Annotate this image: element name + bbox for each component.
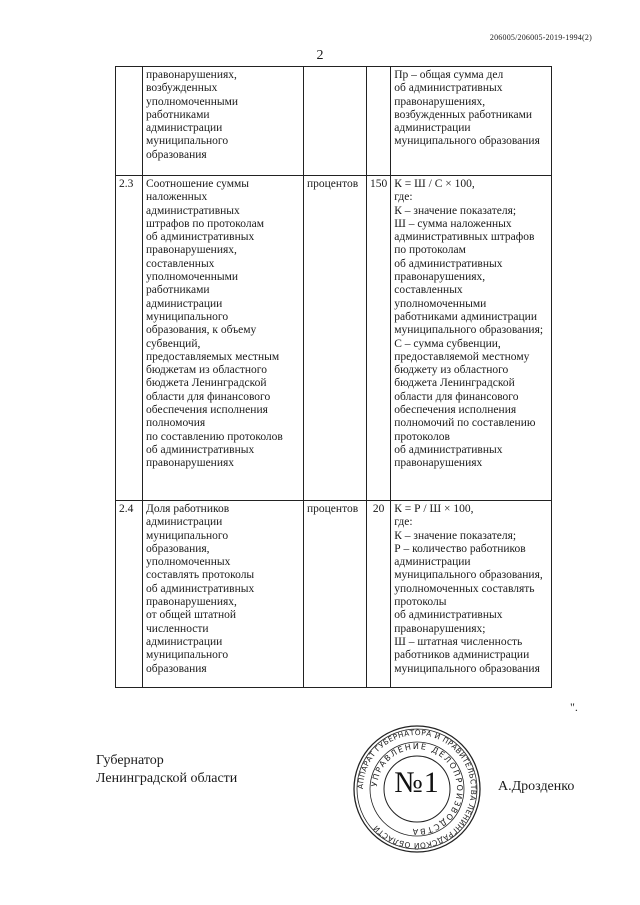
indicator-name-line: работниками xyxy=(146,108,210,121)
indicator-name-line: образования xyxy=(146,148,207,161)
formula-line: работниками администрации xyxy=(394,310,537,323)
document-id: 206005/206005-2019-1994(2) xyxy=(489,33,592,42)
formula-line: правонарушениях; xyxy=(394,622,486,635)
formula-line: обеспечения исполнения xyxy=(394,404,517,417)
formula-line: Ш – сумма наложенных xyxy=(394,217,512,230)
indicator-name-line: уполномоченными xyxy=(146,271,239,284)
indicator-name-line: возбужденных xyxy=(146,82,218,95)
formula-line: области для финансового xyxy=(394,390,519,403)
cell-indicator-name xyxy=(143,67,304,176)
formula-line: где: xyxy=(394,191,413,204)
indicator-name-line: муниципального xyxy=(146,310,229,323)
page-number: 2 xyxy=(316,48,324,63)
seal-number: №1 xyxy=(394,766,440,799)
formula-line: где: xyxy=(394,516,413,529)
formula-line: полномочий по составлению xyxy=(394,417,536,430)
indicator-name-line: уполномоченных xyxy=(146,556,231,569)
formula-line: об административных xyxy=(394,443,503,456)
cell-unit: процентов xyxy=(304,501,367,688)
indicator-name-line: обеспечения исполнения xyxy=(146,404,268,417)
indicator-name-line: от общей штатной xyxy=(146,609,237,622)
indicator-name-line: администрации xyxy=(146,635,223,648)
formula-line: бюджета Ленинградской xyxy=(394,377,515,390)
indicator-name-line: по составлению протоколов xyxy=(146,430,283,443)
indicators-table-body xyxy=(116,67,552,688)
indicator-name-line: бюджетам из областного xyxy=(146,364,267,377)
cell-target-value xyxy=(367,67,391,176)
cell-unit xyxy=(304,67,367,176)
formula-line: протоколы xyxy=(394,596,447,609)
formula-line: муниципального образования xyxy=(394,135,540,148)
indicator-name-line: правонарушениях, xyxy=(146,596,237,609)
formula-line: муниципального образования, xyxy=(394,569,543,582)
official-seal-stamp xyxy=(352,724,482,854)
cell-formula xyxy=(391,67,552,176)
formula-line: уполномоченными xyxy=(394,297,487,310)
formula-line: администрации xyxy=(394,122,471,135)
formula-line: правонарушениях xyxy=(394,457,483,470)
indicator-name-line: предоставляемых местным xyxy=(146,350,280,363)
formula-line: административных штрафов xyxy=(394,231,535,244)
indicator-name-line: уполномоченными xyxy=(146,95,239,108)
formula-line: К – значение показателя; xyxy=(394,529,517,542)
cell-formula xyxy=(391,501,552,688)
cell-number xyxy=(116,67,143,176)
formula-line: Пр – общая сумма дел xyxy=(394,69,504,81)
indicator-name-line: образования xyxy=(146,662,207,675)
cell-target-value: 150 xyxy=(367,176,391,501)
formula-line: К = Р / Ш × 100, xyxy=(394,503,474,515)
indicator-name-line: административных xyxy=(146,204,240,217)
indicator-name-line: правонарушениях xyxy=(146,457,235,470)
formula-line: работников администрации xyxy=(394,649,530,662)
indicator-name-line: об административных xyxy=(146,443,255,456)
indicator-name-line: Доля работников xyxy=(146,503,230,515)
indicator-name-line: составлять протоколы xyxy=(146,569,255,582)
seal-outer-text: АППАРАТ ГУБЕРНАТОРА И ПРАВИТЕЛЬСТВА ЛЕНИНГРАДСКОЙ ОБЛАСТИ xyxy=(355,727,479,851)
cell-formula xyxy=(391,176,552,501)
indicator-name-line: Соотношение суммы xyxy=(146,178,250,190)
formula-line: возбужденных работниками xyxy=(394,108,533,121)
indicator-name-line: работниками xyxy=(146,284,210,297)
formula-line: об административных xyxy=(394,82,503,95)
indicator-name-line: образования, xyxy=(146,542,210,555)
indicator-name-line: бюджета Ленинградской xyxy=(146,377,267,390)
indicators-table xyxy=(115,66,552,688)
indicator-name-line: администрации xyxy=(146,516,223,529)
formula-line: бюджету из областного xyxy=(394,364,509,377)
indicator-name-line: полномочия xyxy=(146,417,206,430)
seal-inner-text: УПРАВЛЕНИЕ ДЕЛОПРОИЗВОДСТВА xyxy=(369,741,465,837)
signatory-name: А.Дрозденко xyxy=(498,779,575,794)
cell-number: 2.3 xyxy=(116,176,143,501)
cell-indicator-name xyxy=(143,501,304,688)
formula-line: об административных xyxy=(394,257,503,270)
table-row xyxy=(116,501,552,688)
indicator-name-line: администрации xyxy=(146,122,223,135)
formula-line: об административных xyxy=(394,609,503,622)
signatory-title xyxy=(96,752,237,788)
table-row xyxy=(116,176,552,501)
formula-line: Р – количество работников xyxy=(394,542,526,555)
formula-line: составленных xyxy=(394,284,463,297)
indicator-name-line: образования, к объему xyxy=(146,324,257,337)
indicator-name-line: администрации xyxy=(146,297,223,310)
formula-line: по протоколам xyxy=(394,244,466,257)
indicator-name-line: составленных xyxy=(146,257,215,270)
indicator-name-line: правонарушениях, xyxy=(146,244,237,257)
indicator-name-line: субвенций, xyxy=(146,337,201,350)
formula-line: администрации xyxy=(394,556,471,569)
formula-line: К = Ш / С × 100, xyxy=(394,178,475,190)
indicator-name-line: муниципального xyxy=(146,649,229,662)
indicator-name-line: правонарушениях, xyxy=(146,69,237,81)
formula-line: Ш – штатная численность xyxy=(394,635,523,648)
formula-line: правонарушениях, xyxy=(394,95,486,108)
indicator-name-line: об административных xyxy=(146,231,255,244)
indicator-name-line: штрафов по протоколам xyxy=(146,217,265,230)
formula-line: К – значение показателя; xyxy=(394,204,517,217)
cell-indicator-name xyxy=(143,176,304,501)
formula-line: муниципального образования xyxy=(394,662,540,675)
formula-line: муниципального образования; xyxy=(394,324,544,337)
formula-line: протоколов xyxy=(394,430,450,443)
closing-quote: ". xyxy=(570,700,578,714)
indicator-name-line: наложенных xyxy=(146,191,208,204)
indicator-name-line: области для финансового xyxy=(146,390,271,403)
indicator-name-line: об административных xyxy=(146,582,255,595)
cell-target-value: 20 xyxy=(367,501,391,688)
signatory-title-line2: Ленинградской области xyxy=(96,771,238,786)
indicator-name-line: муниципального xyxy=(146,135,229,148)
formula-line: С – сумма субвенции, xyxy=(394,337,501,350)
table-row xyxy=(116,67,552,176)
signatory-title-line1: Губернатор xyxy=(96,753,164,768)
cell-unit: процентов xyxy=(304,176,367,501)
indicator-name-line: численности xyxy=(146,622,209,635)
formula-line: уполномоченных составлять xyxy=(394,582,535,595)
cell-number: 2.4 xyxy=(116,501,143,688)
indicator-name-line: муниципального xyxy=(146,529,229,542)
formula-line: правонарушениях, xyxy=(394,271,486,284)
formula-line: предоставляемой местному xyxy=(394,350,530,363)
